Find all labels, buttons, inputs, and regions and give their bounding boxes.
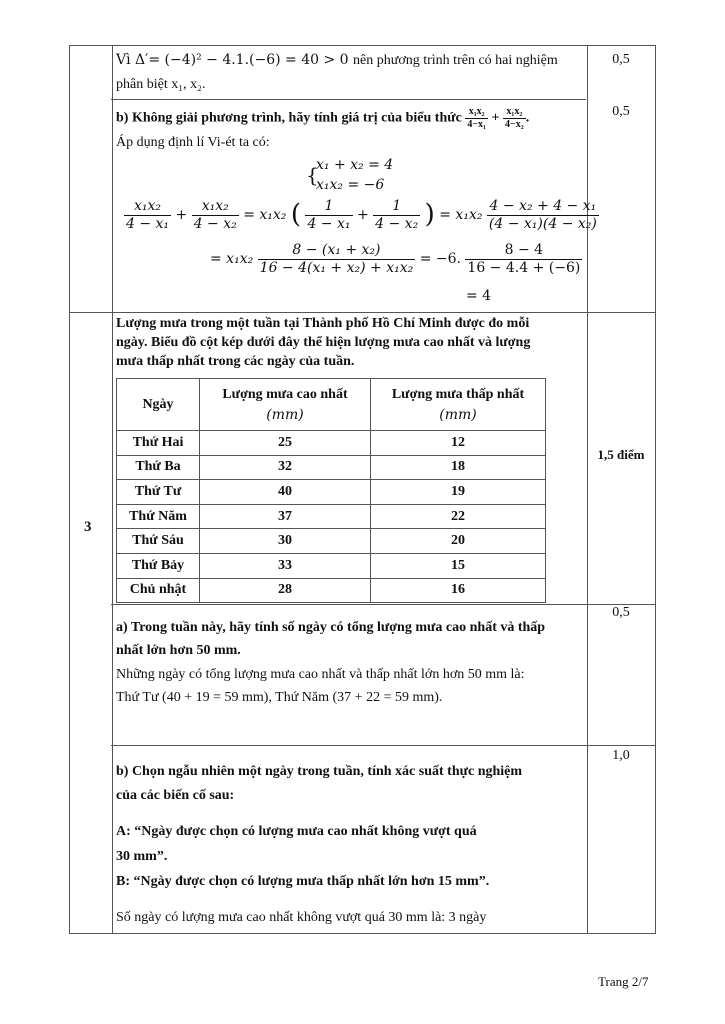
- vieta-product: x₁x₂ = −6: [316, 177, 385, 193]
- fraction-denominator: 4 − x₂: [193, 215, 237, 232]
- fraction-denominator: 4 − x₂: [375, 215, 419, 232]
- table-row: [117, 431, 546, 456]
- part-a-answer-line-1: Những ngày có tổng lượng mưa cao nhất và thấp nhất lớn hơn 50 mm là:: [116, 667, 525, 682]
- points-row-a: 0,5: [612, 52, 630, 67]
- fraction-numerator: 1: [392, 198, 402, 214]
- fraction-numerator: 1: [324, 198, 334, 214]
- header-max-rainfall: [200, 379, 371, 431]
- points-part-a: 0,5: [612, 605, 630, 620]
- part-b2-title-line-1: b) Chọn ngẫu nhiên một ngày trong tuần, tính xác suất thực nghiệm: [116, 764, 523, 779]
- vieta-sum: x₁ + x₂ = 4: [316, 157, 394, 173]
- header-min-label: Lượng mưa thấp nhất: [391, 386, 525, 402]
- cell-min: 20: [371, 529, 546, 554]
- header-min-rainfall: [371, 379, 546, 431]
- fraction-numerator: x₁x₂: [468, 106, 485, 117]
- part-a-title-line-2: nhất lớn hơn 50 mm.: [116, 643, 241, 658]
- cell-day: Thứ Bảy: [117, 553, 200, 578]
- cell-max: 37: [200, 504, 371, 529]
- eq1-fraction-b: [192, 198, 239, 233]
- part-a-answer-line-2: Thứ Tư (40 + 19 = 59 mm), Thứ Năm (37 + 22 = 59 mm).: [116, 690, 443, 705]
- eq2-fraction-a: [258, 242, 416, 277]
- fraction-denominator: 16 − 4(x₁ + x₂) + x₁x₂: [259, 259, 414, 276]
- part-b2-title-line-2: của các biến cố sau:: [116, 788, 235, 803]
- fraction-denominator: 4−x₁: [467, 119, 487, 130]
- equation-line-2: [210, 242, 582, 277]
- cell-max: 40: [200, 480, 371, 505]
- cell-day: Thứ Sáu: [117, 529, 200, 554]
- table-row: [117, 455, 546, 480]
- part-b-fraction-1: [465, 106, 488, 131]
- fraction-numerator: x₁x₂: [506, 106, 523, 117]
- points-question-3: 1,5 điểm: [597, 447, 645, 462]
- cell-min: 12: [371, 431, 546, 456]
- event-a-line-2: 30 mm”.: [116, 849, 168, 864]
- table-row: [117, 578, 546, 603]
- system-brace: {: [306, 163, 319, 187]
- distinct-roots-text: phân biệt x₁, x₂.: [116, 77, 206, 92]
- vieta-intro: Áp dụng định lí Vi-ét ta có:: [116, 135, 270, 150]
- eq1-fraction-a: [124, 198, 171, 233]
- table-header-row: [117, 379, 546, 431]
- header-min-unit: (mm): [439, 406, 477, 423]
- header-max-label: Lượng mưa cao nhất: [222, 386, 348, 402]
- cell-day: Thứ Ba: [117, 455, 200, 480]
- cell-max: 25: [200, 431, 371, 456]
- fraction-denominator: 16 − 4.4 + (−6): [467, 259, 581, 276]
- part-b-title: b) Không giải phương trình, hãy tính giá trị của biểu thức $\frac{\text{x₁x₂}}{\text{4−x₁}}$ + $\frac{\text{x₁x₂}}{\text{4−x₂}}$ .: [116, 106, 530, 130]
- fraction-numerator: x₁x₂: [134, 198, 162, 214]
- row-divider: [111, 604, 656, 605]
- table-row: [117, 553, 546, 578]
- eq1-factor: = x₁x₂: [243, 206, 287, 223]
- q3-intro-line-1: Lượng mưa trong một tuần tại Thành phố Hồ Chí Minh được đo mỗi: [116, 316, 530, 331]
- discriminant-text: nên phương trình trên có hai nghiệm: [353, 53, 558, 68]
- eq2-value: = −6.: [419, 250, 461, 267]
- table-row: [117, 480, 546, 505]
- cell-day: Thứ Tư: [117, 480, 200, 505]
- discriminant-line: [116, 52, 558, 70]
- fraction-denominator: 4 − x₁: [126, 215, 170, 232]
- cell-min: 19: [371, 480, 546, 505]
- points-row-b: 0,5: [612, 104, 630, 119]
- part-b2-answer: Số ngày có lượng mưa cao nhất không vượt quá 30 mm là: 3 ngày: [116, 910, 487, 925]
- event-b-line: B: “Ngày được chọn có lượng mưa thấp nhất lớn hơn 15 mm”.: [116, 874, 490, 889]
- cell-min: 16: [371, 578, 546, 603]
- fraction-denominator: 4−x₂: [505, 119, 524, 130]
- points-part-b: 1,0: [612, 748, 630, 763]
- discriminant-formula: Vì Δ′= (−4)² − 4.1.(−6) = 40 > 0: [116, 52, 349, 68]
- q3-intro-line-3: mưa thấp nhất trong các ngày của tuần.: [116, 354, 355, 369]
- eq1-factor-2: = x₁x₂: [439, 206, 483, 223]
- equation-line-1: $\frac{\text{x₁x₂}}{\text{4 − x₁}}$ + $\frac{\text{x₁x₂}}{\text{4 − x₂}}$ = x₁x₂ ( $\frac{1}{\text{4 − x₁}}$ + $\frac{1}{\text{4 − x₂}}$ ) = x₁x₂ $\frac{\text{4 − x₂ + 4 − x₁}}{\text{(4 − x₁)(4 − x₂)}}$: [126, 198, 597, 232]
- cell-min: 22: [371, 504, 546, 529]
- cell-max: 30: [200, 529, 371, 554]
- question-number: 3: [84, 519, 92, 535]
- fraction-denominator: (4 − x₁)(4 − x₂): [488, 215, 597, 232]
- header-max-unit: (mm): [266, 406, 304, 423]
- eq1-fraction-d: [373, 198, 420, 233]
- fraction-numerator: 8 − 4: [504, 242, 544, 258]
- row-divider: [69, 312, 656, 313]
- cell-max: 33: [200, 553, 371, 578]
- fraction-numerator: x₁x₂: [201, 198, 229, 214]
- cell-min: 15: [371, 553, 546, 578]
- q3-intro-line-2: ngày. Biểu đồ cột kép dưới đây thể hiện lượng mưa cao nhất và lượng: [116, 335, 531, 350]
- column-divider-right: [587, 46, 588, 933]
- cell-min: 18: [371, 455, 546, 480]
- eq1-fraction-e: [487, 198, 599, 233]
- cell-day: Chủ nhật: [117, 578, 200, 603]
- fraction-numerator: 4 − x₂ + 4 − x₁: [489, 198, 597, 214]
- row-divider: [111, 99, 586, 100]
- eq1-fraction-c: [305, 198, 352, 233]
- cell-max: 28: [200, 578, 371, 603]
- cell-max: 32: [200, 455, 371, 480]
- header-day: Ngày: [117, 379, 200, 431]
- table-row: [117, 529, 546, 554]
- row-divider: [111, 745, 656, 746]
- cell-day: Thứ Hai: [117, 431, 200, 456]
- part-b-fraction-2: [503, 106, 526, 131]
- column-divider-left: [112, 46, 113, 933]
- event-a-line-1: A: “Ngày được chọn có lượng mưa cao nhất không vượt quá: [116, 824, 477, 839]
- cell-day: Thứ Năm: [117, 504, 200, 529]
- rainfall-table: [116, 378, 546, 603]
- eq2-fraction-b: [465, 242, 582, 277]
- equation-result: = 4: [466, 288, 492, 304]
- fraction-numerator: 8 − (x₁ + x₂): [292, 242, 381, 258]
- part-b-title-text: b) Không giải phương trình, hãy tính giá trị của biểu thức: [116, 110, 462, 126]
- fraction-denominator: 4 − x₁: [307, 215, 351, 232]
- part-a-title-line-1: a) Trong tuần này, hãy tính số ngày có tổng lượng mưa cao nhất và thấp: [116, 620, 546, 635]
- table-row: [117, 504, 546, 529]
- page-number: Trang 2/7: [598, 974, 649, 989]
- eq2-factor: = x₁x₂: [210, 250, 254, 267]
